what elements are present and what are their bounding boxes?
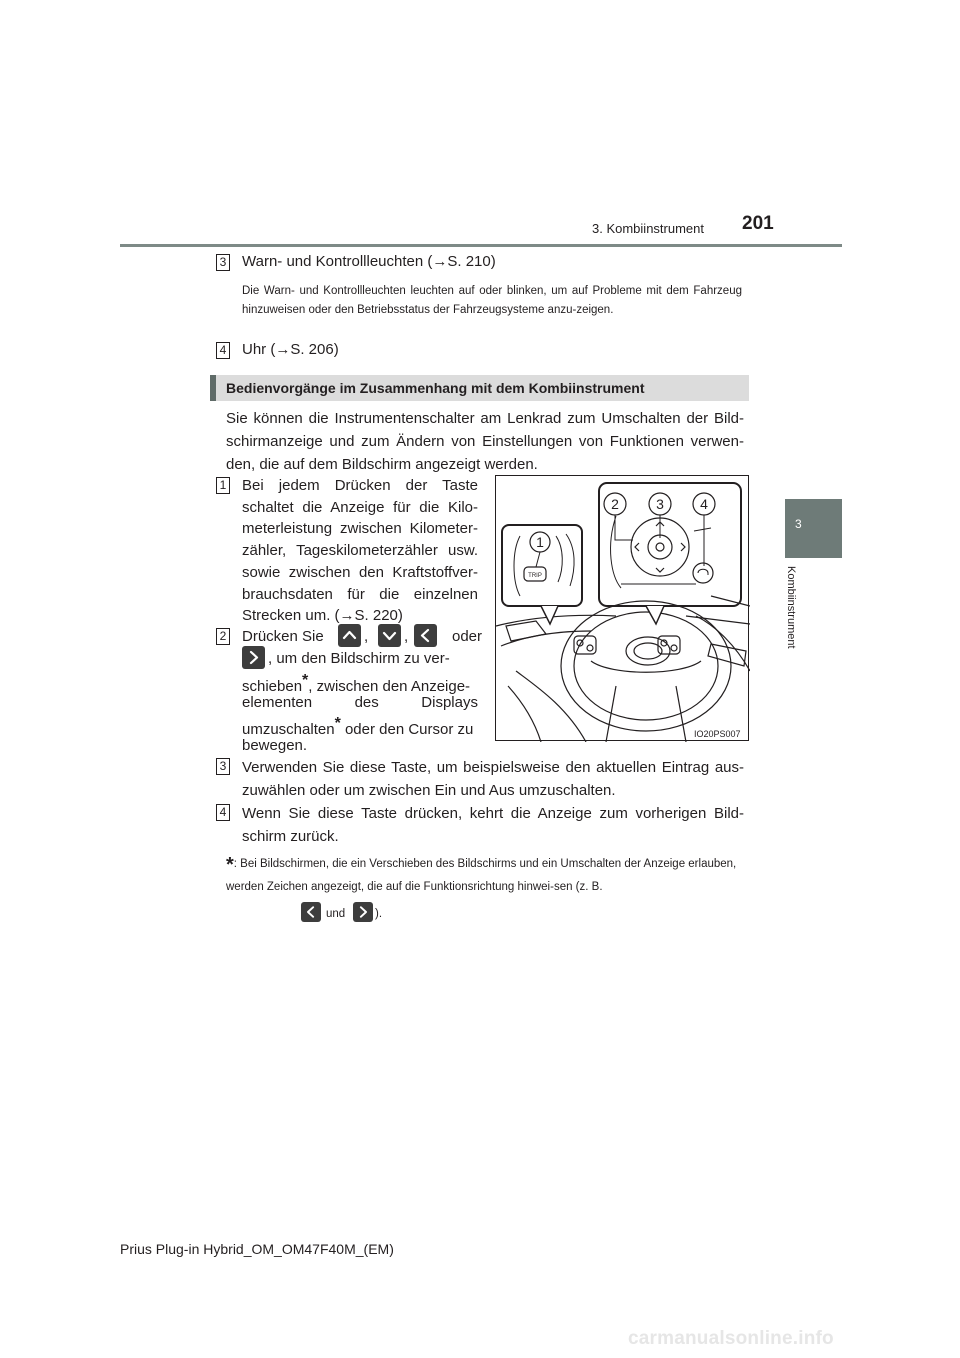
chapter-number: 3 [795, 517, 802, 531]
item-number-badge: 4 [216, 342, 230, 359]
step-text: Verwenden Sie diese Taste, um beispielsweise den aktuellen Eintrag aus-zuwählen oder um zwischen Ein und Aus umzuschalten. [242, 759, 744, 799]
step-text-line3: schieben*, zwischen den Anzeige- [242, 672, 471, 695]
section-banner [210, 375, 749, 401]
up-button-icon [338, 624, 361, 647]
separator: , [404, 628, 409, 645]
page-number: 201 [742, 213, 774, 234]
step-text-oder: oder [452, 628, 483, 645]
step-text-line6: bewegen. [242, 737, 308, 754]
right-button-icon [242, 646, 265, 669]
chapter-tab [785, 499, 842, 558]
step-text-lead: Drücken Sie [242, 628, 324, 645]
step-number-badge: 4 [216, 804, 230, 821]
steering-wheel-illustration [495, 475, 749, 741]
right-button-icon [353, 902, 373, 922]
figure-code: IO20PS007 [694, 729, 741, 739]
item-title: Warn- und Kontrollleuchten (→S. 210) [242, 253, 496, 270]
callout-4: 4 [700, 496, 708, 512]
trip-button-label: TRIP [528, 573, 542, 579]
step-text-line2: , um den Bildschirm zu ver- [268, 650, 450, 667]
down-button-icon [378, 624, 401, 647]
separator: , [364, 628, 369, 645]
step-number-badge: 1 [216, 477, 230, 494]
document-id: Prius Plug-in Hybrid_OM_OM47F40M_(EM) [120, 1241, 394, 1257]
item-title: Uhr (→S. 206) [242, 341, 339, 358]
banner-title: Bedienvorgänge im Zusammenhang mit dem Kombiinstrument [226, 380, 645, 396]
section-title: 3. Kombiinstrument [592, 221, 704, 236]
watermark: carmanualsonline.info [628, 1328, 834, 1349]
chapter-label: Kombiinstrument [785, 566, 797, 649]
intro-paragraph: Sie können die Instrumentenschalter am Lenkrad zum Umschalten der Bild-schirmanzeige und zum Ändern von Einstellungen von Funktionen verwen-den, die auf dem Bildschirm angezeigt werden. [226, 410, 744, 473]
step-text-line5: umzuschalten* oder den Cursor zu [242, 715, 474, 738]
step-number-badge: 3 [216, 758, 230, 775]
callout-1: 1 [536, 534, 544, 550]
step-text: Wenn Sie diese Taste drücken, kehrt die Anzeige zum vorherigen Bild-schirm zurück. [242, 805, 744, 845]
item-description: Die Warn- und Kontrollleuchten leuchten auf oder blinken, um auf Probleme mit dem Fahrzeug hinzuweisen oder den Betriebsstatus der Fahrzeugsysteme anzu-zeigen. [242, 285, 742, 316]
chapter-label-wrap [784, 566, 798, 666]
left-button-icon [301, 902, 321, 922]
left-button-icon [414, 624, 437, 647]
callout-3: 3 [656, 496, 664, 512]
footnote-end: ). [375, 908, 383, 920]
item-number-badge: 3 [216, 254, 230, 271]
footnote-und: und [326, 908, 346, 920]
step-text-line4: elementen des Displays [242, 694, 478, 711]
step-number-badge: 2 [216, 628, 230, 645]
header-divider [120, 244, 842, 247]
step-text: Bei jedem Drücken der Taste schaltet die Anzeige für die Kilo-meterleistung zwischen Kilometer-zähler, Tageskilometerzähler usw. sowie zwischen den Kraftstoffver-brauchsdaten für die einzelnen Strecken um. (→S. 220) [242, 477, 478, 625]
callout-2: 2 [611, 496, 619, 512]
footnote: *: Bei Bildschirmen, die ein Verschieben des Bildschirms und ein Umschalten der Anzeige erlauben, werden Zeichen angezeigt, die auf die Funktionsrichtung hinwei-sen (z. B. [226, 854, 737, 893]
